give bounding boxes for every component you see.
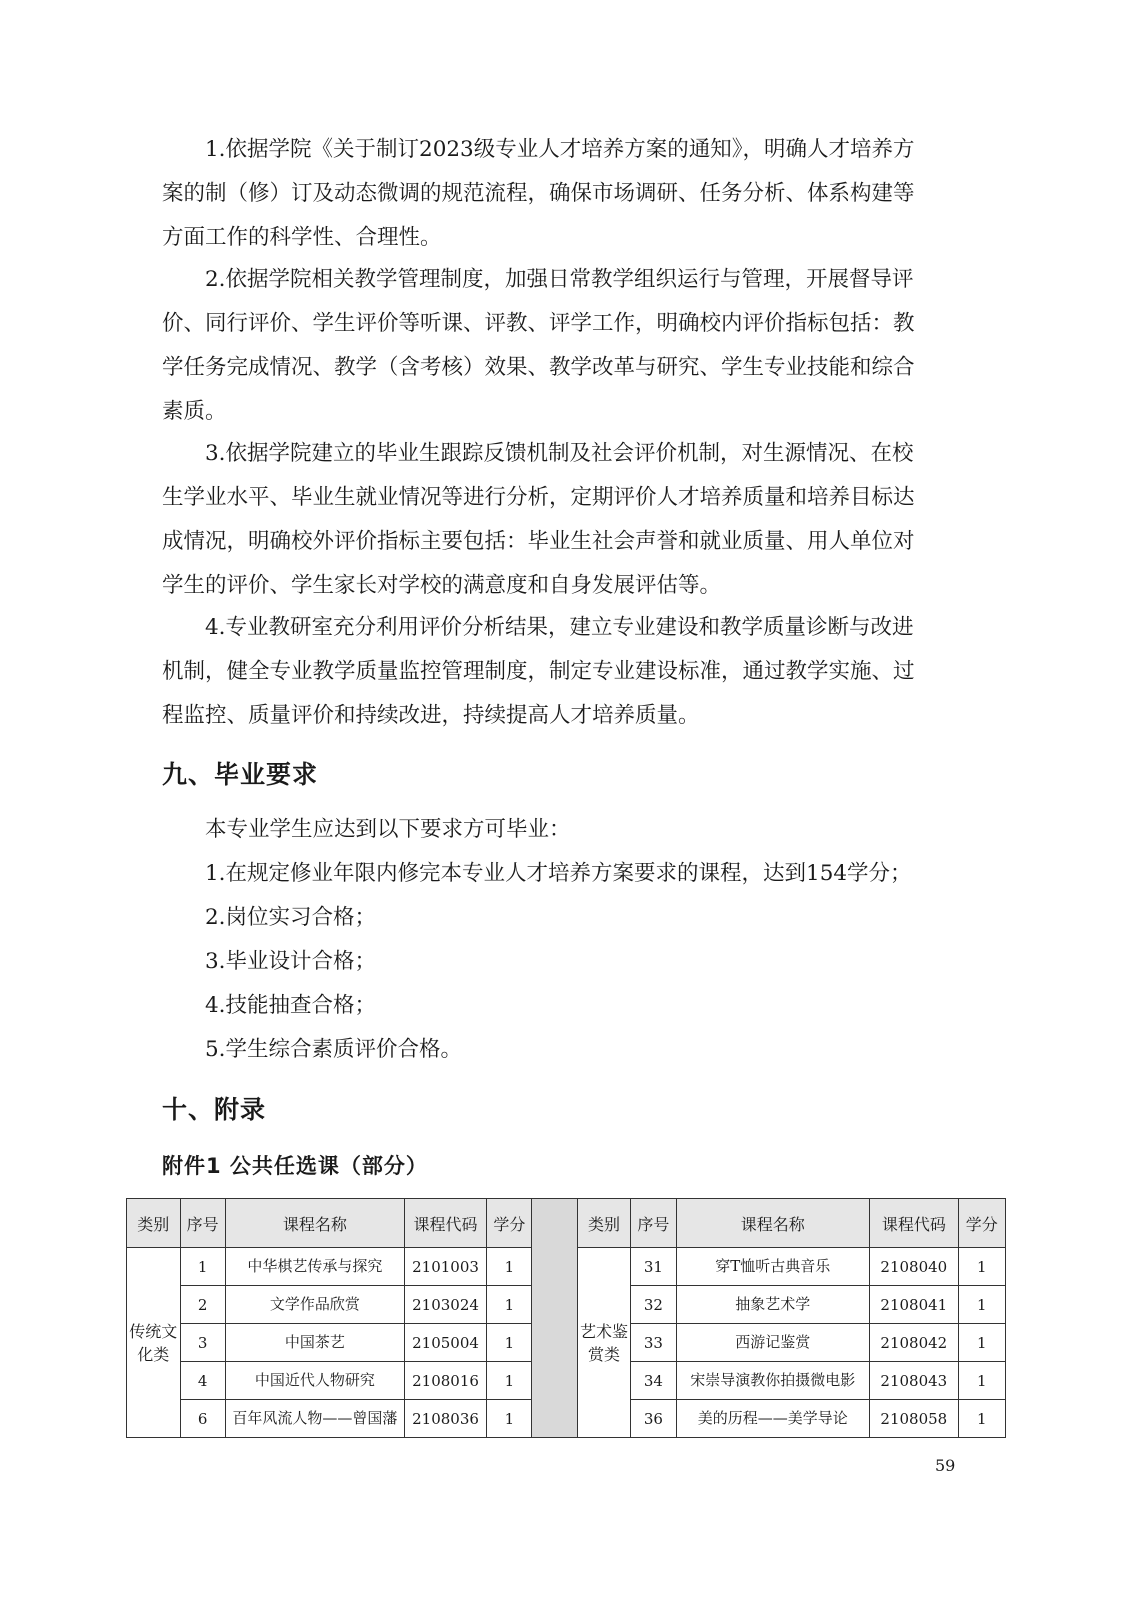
paragraph-2 <box>162 258 962 434</box>
requirement-item: 4.技能抽查合格； <box>205 993 377 1018</box>
column-header: 序号 <box>180 1199 225 1248</box>
paragraph-1 <box>162 128 962 260</box>
column-header: 课程名称 <box>225 1199 404 1248</box>
row-number: 3 <box>180 1324 225 1362</box>
row-number: 1 <box>180 1248 225 1286</box>
course-code: 2108043 <box>870 1362 959 1400</box>
course-credit: 1 <box>487 1286 532 1324</box>
course-credit: 1 <box>487 1362 532 1400</box>
row-number: 34 <box>631 1362 676 1400</box>
paragraph-line: 素质。 <box>162 399 227 424</box>
page-number: 59 <box>935 1456 956 1475</box>
row-number: 33 <box>631 1324 676 1362</box>
requirement-item: 3.毕业设计合格； <box>205 949 377 974</box>
course-code: 2108036 <box>404 1400 486 1438</box>
column-header: 学分 <box>487 1199 532 1248</box>
course-credit: 1 <box>958 1248 1005 1286</box>
course-code: 2101003 <box>404 1248 486 1286</box>
paragraph-line: 成情况，明确校外评价指标主要包括：毕业生社会声誉和就业质量、用人单位对 <box>162 529 915 554</box>
paragraph-line: 机制，健全专业教学质量监控管理制度，制定专业建设标准，通过教学实施、过 <box>162 659 915 684</box>
paragraph-line: 价、同行评价、学生评价等听课、评教、评学工作，明确校内评价指标包括：教 <box>162 311 915 336</box>
course-code: 2108042 <box>870 1324 959 1362</box>
paragraph-line: 4.专业教研室充分利用评价分析结果，建立专业建设和教学质量诊断与改进 <box>205 615 914 640</box>
category-label: 化类 <box>137 1344 170 1364</box>
column-header: 课程代码 <box>870 1199 959 1248</box>
appendix-1-title: 附件1 公共任选课（部分） <box>162 1154 428 1178</box>
row-number: 32 <box>631 1286 676 1324</box>
course-code: 2105004 <box>404 1324 486 1362</box>
paragraph-line: 3.依据学院建立的毕业生跟踪反馈机制及社会评价机制，对生源情况、在校 <box>205 441 914 466</box>
table-header-row <box>127 1199 1006 1248</box>
course-name: 西游记鉴赏 <box>676 1324 870 1362</box>
category-cell <box>577 1248 631 1438</box>
course-name: 穿T恤听古典音乐 <box>676 1248 870 1286</box>
graduation-requirements <box>162 808 962 1072</box>
column-header: 课程代码 <box>404 1199 486 1248</box>
category-label: 传统文 <box>129 1321 178 1341</box>
paragraph-line: 案的制（修）订及动态微调的规范流程，确保市场调研、任务分析、体系构建等 <box>162 181 915 206</box>
course-name: 中国近代人物研究 <box>225 1362 404 1400</box>
course-name: 百年风流人物——曾国藩 <box>225 1400 404 1438</box>
row-number: 31 <box>631 1248 676 1286</box>
course-credit: 1 <box>958 1324 1005 1362</box>
course-name: 文学作品欣赏 <box>225 1286 404 1324</box>
course-credit: 1 <box>487 1324 532 1362</box>
paragraph-3 <box>162 432 962 608</box>
row-number: 6 <box>180 1400 225 1438</box>
course-code: 2108041 <box>870 1286 959 1324</box>
category-label: 赏类 <box>588 1344 621 1364</box>
course-name: 美的历程——美学导论 <box>676 1400 870 1438</box>
paragraph-line: 学生的评价、学生家长对学校的满意度和自身发展评估等。 <box>162 573 722 598</box>
category-cell <box>127 1248 181 1438</box>
paragraph-line: 生学业水平、毕业生就业情况等进行分析，定期评价人才培养质量和培养目标达 <box>162 485 915 510</box>
column-header: 类别 <box>577 1199 631 1248</box>
course-code: 2108058 <box>870 1400 959 1438</box>
course-name: 抽象艺术学 <box>676 1286 870 1324</box>
paragraph-line: 程监控、质量评价和持续改进，持续提高人才培养质量。 <box>162 703 700 728</box>
course-credit: 1 <box>487 1248 532 1286</box>
course-name: 中华棋艺传承与探究 <box>225 1248 404 1286</box>
requirement-item: 2.岗位实习合格； <box>205 905 377 930</box>
course-name: 中国茶艺 <box>225 1324 404 1362</box>
category-label: 艺术鉴 <box>580 1321 629 1341</box>
paragraph-line: 学任务完成情况、教学（含考核）效果、教学改革与研究、学生专业技能和综合 <box>162 355 915 380</box>
requirement-item: 1.在规定修业年限内修完本专业人才培养方案要求的课程，达到154学分； <box>205 861 912 886</box>
column-header: 学分 <box>958 1199 1005 1248</box>
requirements-intro: 本专业学生应达到以下要求方可毕业： <box>205 817 571 842</box>
section-9-heading: 九、毕业要求 <box>162 760 319 789</box>
row-number: 36 <box>631 1400 676 1438</box>
paragraph-line: 2.依据学院相关教学管理制度，加强日常教学组织运行与管理，开展督导评 <box>205 267 914 292</box>
paragraph-line: 方面工作的科学性、合理性。 <box>162 225 442 250</box>
course-credit: 1 <box>487 1400 532 1438</box>
course-credit: 1 <box>958 1362 1005 1400</box>
paragraph-4 <box>162 606 962 738</box>
requirement-item: 5.学生综合素质评价合格。 <box>205 1037 463 1062</box>
row-number: 4 <box>180 1362 225 1400</box>
row-number: 2 <box>180 1286 225 1324</box>
table-divider <box>532 1199 577 1438</box>
course-code: 2103024 <box>404 1286 486 1324</box>
paragraph-line: 1.依据学院《关于制订2023级专业人才培养方案的通知》，明确人才培养方 <box>205 137 915 162</box>
course-code: 2108040 <box>870 1248 959 1286</box>
column-header: 类别 <box>127 1199 181 1248</box>
course-credit: 1 <box>958 1400 1005 1438</box>
column-header: 序号 <box>631 1199 676 1248</box>
course-code: 2108016 <box>404 1362 486 1400</box>
elective-courses-table <box>126 1198 1006 1438</box>
course-name: 宋崇导演教你拍摄微电影 <box>676 1362 870 1400</box>
section-10-heading: 十、附录 <box>162 1095 267 1124</box>
column-header: 课程名称 <box>676 1199 870 1248</box>
course-credit: 1 <box>958 1286 1005 1324</box>
